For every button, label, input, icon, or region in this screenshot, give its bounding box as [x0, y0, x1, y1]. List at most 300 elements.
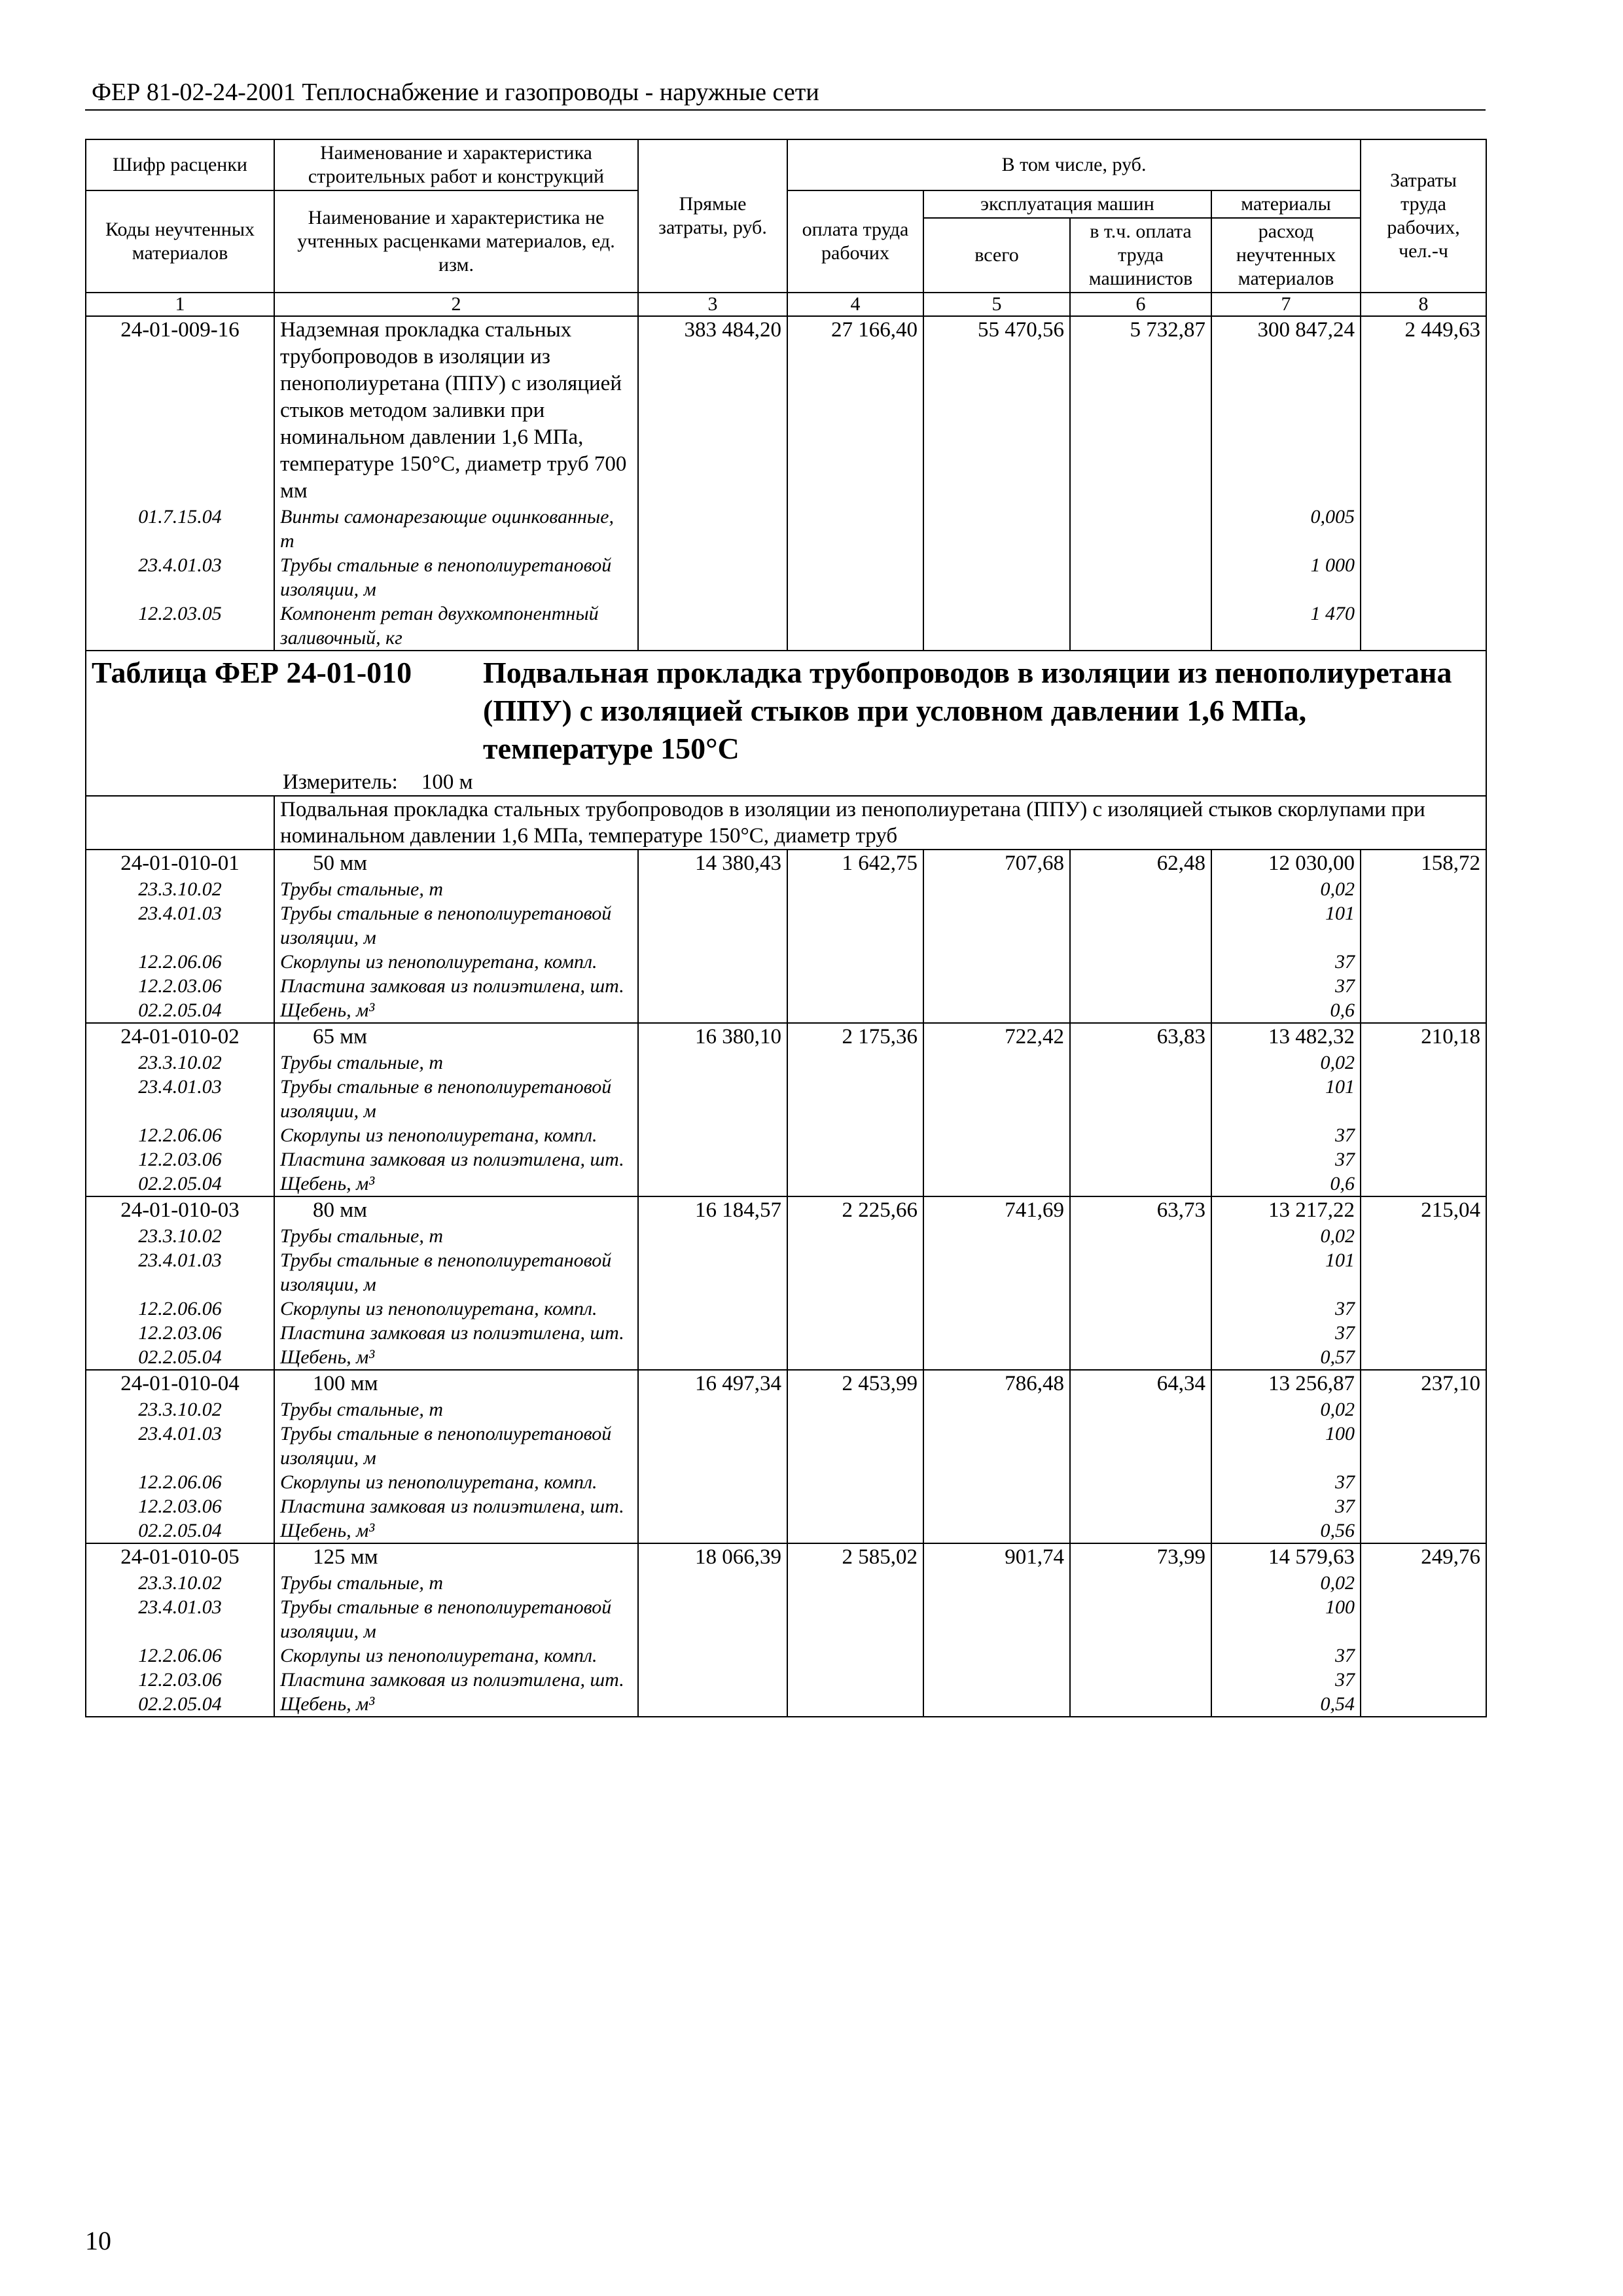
material-quantity: 37: [1211, 1494, 1361, 1518]
section-row: [86, 796, 1486, 850]
empty-cell: [1361, 1692, 1486, 1717]
empty-cell: [923, 1494, 1070, 1518]
empty-cell: [1361, 1075, 1486, 1123]
machines-labor-value: 64,34: [1070, 1370, 1211, 1397]
rate-code: 24-01-010-04: [86, 1370, 274, 1397]
empty-cell: [1070, 1595, 1211, 1643]
material-code: 12.2.03.06: [86, 1147, 274, 1172]
machines-labor-value: 5 732,87: [1070, 316, 1211, 505]
empty-cell: [1070, 1297, 1211, 1321]
empty-cell: [923, 1692, 1070, 1717]
table-row: [86, 316, 1486, 505]
material-code: 23.4.01.03: [86, 1075, 274, 1123]
empty-cell: [638, 877, 787, 901]
table-row: [86, 1543, 1486, 1571]
empty-cell: [1070, 1172, 1211, 1196]
material-code: 12.2.06.06: [86, 1297, 274, 1321]
empty-cell: [923, 1321, 1070, 1345]
material-row: [86, 1692, 1486, 1717]
material-quantity: 101: [1211, 1075, 1361, 1123]
material-code: 12.2.06.06: [86, 950, 274, 974]
material-name: Трубы стальные, т: [274, 877, 638, 901]
header-direct-costs: Прямые затраты, руб.: [638, 139, 787, 293]
material-code: 12.2.03.06: [86, 1494, 274, 1518]
rate-name: 65 мм: [274, 1023, 638, 1050]
empty-cell: [638, 1147, 787, 1172]
section-description: Подвальная прокладка стальных трубопроводов в изоляции из пенополиуретана (ППУ) с изоляцией стыков скорлупами при номинальном давлении 1,6 МПа, температуре 150°С, диаметр труб: [274, 796, 1486, 850]
empty-cell: [638, 1224, 787, 1248]
material-row: [86, 1050, 1486, 1075]
empty-cell: [638, 974, 787, 998]
empty-cell: [1361, 1321, 1486, 1345]
empty-cell: [923, 877, 1070, 901]
empty-cell: [923, 950, 1070, 974]
rates-table: [85, 139, 1487, 1717]
material-quantity: 37: [1211, 1147, 1361, 1172]
material-row: [86, 1643, 1486, 1668]
empty-cell: [638, 998, 787, 1023]
material-code: 23.4.01.03: [86, 553, 274, 601]
material-quantity: 100: [1211, 1422, 1361, 1470]
material-name: Трубы стальные в пенополиуретановой изоляции, м: [274, 1075, 638, 1123]
empty-cell: [787, 1224, 923, 1248]
empty-cell: [787, 950, 923, 974]
empty-cell: [923, 1050, 1070, 1075]
empty-cell: [923, 1643, 1070, 1668]
empty-cell: [787, 1643, 923, 1668]
labor-hours-value: 237,10: [1361, 1370, 1486, 1397]
materials-value: 300 847,24: [1211, 316, 1361, 505]
empty-cell: [1070, 1224, 1211, 1248]
material-quantity: 0,02: [1211, 877, 1361, 901]
material-row: [86, 998, 1486, 1023]
header-divider: [85, 109, 1486, 111]
material-row: [86, 1571, 1486, 1595]
material-row: [86, 1224, 1486, 1248]
machines-total-value: 786,48: [923, 1370, 1070, 1397]
material-quantity: 37: [1211, 1668, 1361, 1692]
empty-cell: [1361, 1668, 1486, 1692]
header-name-top: Наименование и характеристика строительных работ и конструкций: [274, 139, 638, 190]
empty-cell: [787, 1422, 923, 1470]
table-title: [92, 654, 1480, 769]
material-row: [86, 601, 1486, 651]
empty-cell: [923, 974, 1070, 998]
rate-name: 80 мм: [274, 1196, 638, 1224]
material-quantity: 0,56: [1211, 1518, 1361, 1543]
empty-cell: [923, 1422, 1070, 1470]
empty-cell: [1361, 901, 1486, 950]
empty-cell: [923, 1518, 1070, 1543]
empty-cell: [923, 1224, 1070, 1248]
material-code: 23.4.01.03: [86, 901, 274, 950]
rate-name: Надземная прокладка стальных трубопроводов в изоляции из пенополиуретана (ППУ) с изоляцией стыков методом заливки при номинальном давлении 1,6 МПа, температуре 150°С, диаметр труб 700 мм: [274, 316, 638, 505]
empty-cell: [638, 950, 787, 974]
column-numbers-row: [86, 293, 1486, 316]
material-code: 12.2.06.06: [86, 1643, 274, 1668]
material-name: Трубы стальные, т: [274, 1224, 638, 1248]
column-number: 5: [923, 293, 1070, 316]
direct-costs-value: 18 066,39: [638, 1543, 787, 1571]
material-name: Скорлупы из пенополиуретана, компл.: [274, 1123, 638, 1147]
header-including: В том числе, руб.: [787, 139, 1361, 190]
empty-cell: [638, 553, 787, 601]
material-quantity: 101: [1211, 901, 1361, 950]
empty-cell: [787, 553, 923, 601]
material-row: [86, 877, 1486, 901]
material-quantity: 0,6: [1211, 1172, 1361, 1196]
labor-hours-value: 2 449,63: [1361, 316, 1486, 505]
empty-cell: [1070, 1147, 1211, 1172]
rate-code: 24-01-010-03: [86, 1196, 274, 1224]
table-row: [86, 1196, 1486, 1224]
empty-cell: [923, 1470, 1070, 1494]
machines-total-value: 707,68: [923, 850, 1070, 877]
materials-value: 13 482,32: [1211, 1023, 1361, 1050]
empty-cell: [638, 1248, 787, 1297]
empty-cell: [1070, 1123, 1211, 1147]
material-quantity: 0,02: [1211, 1050, 1361, 1075]
material-name: Компонент ретан двухкомпонентный заливочный, кг: [274, 601, 638, 651]
empty-cell: [1361, 1643, 1486, 1668]
table-header: [86, 139, 1486, 293]
material-row: [86, 1172, 1486, 1196]
material-quantity: 1 470: [1211, 601, 1361, 651]
machines-total-value: 901,74: [923, 1543, 1070, 1571]
measure-row: [86, 769, 1486, 796]
material-name: Щебень, м³: [274, 1345, 638, 1370]
material-code: 12.2.06.06: [86, 1470, 274, 1494]
material-code: 23.3.10.02: [86, 1571, 274, 1595]
empty-cell: [638, 1595, 787, 1643]
empty-cell: [787, 877, 923, 901]
material-row: [86, 553, 1486, 601]
material-quantity: 0,02: [1211, 1397, 1361, 1422]
empty-cell: [923, 1297, 1070, 1321]
material-name: Винты самонарезающие оцинкованные, т: [274, 505, 638, 553]
direct-costs-value: 383 484,20: [638, 316, 787, 505]
empty-cell: [1070, 601, 1211, 651]
material-row: [86, 950, 1486, 974]
empty-cell: [638, 1297, 787, 1321]
measure-cell: [86, 769, 1486, 796]
empty-cell: [638, 1494, 787, 1518]
empty-cell: [787, 1050, 923, 1075]
materials-value: 14 579,63: [1211, 1543, 1361, 1571]
material-name: Пластина замковая из полиэтилена, шт.: [274, 1321, 638, 1345]
labor-pay-value: 2 453,99: [787, 1370, 923, 1397]
table-title-cell: [86, 651, 1486, 769]
material-quantity: 37: [1211, 950, 1361, 974]
rate-code: 24-01-010-01: [86, 850, 274, 877]
empty-cell: [787, 601, 923, 651]
empty-cell: [638, 1345, 787, 1370]
measure-label: Измеритель:: [283, 770, 398, 794]
material-name: Скорлупы из пенополиуретана, компл.: [274, 950, 638, 974]
material-quantity: 0,02: [1211, 1571, 1361, 1595]
empty-cell: [787, 901, 923, 950]
material-quantity: 0,57: [1211, 1345, 1361, 1370]
materials-value: 13 217,22: [1211, 1196, 1361, 1224]
empty-cell: [923, 901, 1070, 950]
material-code: 12.2.06.06: [86, 1123, 274, 1147]
column-number: 1: [86, 293, 274, 316]
empty-cell: [638, 1518, 787, 1543]
material-code: 23.3.10.02: [86, 1224, 274, 1248]
material-name: Скорлупы из пенополиуретана, компл.: [274, 1297, 638, 1321]
header-machines-total: всего: [923, 218, 1070, 293]
material-name: Трубы стальные в пенополиуретановой изоляции, м: [274, 901, 638, 950]
empty-cell: [1070, 1248, 1211, 1297]
material-quantity: 37: [1211, 1643, 1361, 1668]
material-code: 12.2.03.06: [86, 1668, 274, 1692]
material-row: [86, 974, 1486, 998]
material-quantity: 101: [1211, 1248, 1361, 1297]
empty-cell: [923, 601, 1070, 651]
column-number: 2: [274, 293, 638, 316]
rate-code: 24-01-010-05: [86, 1543, 274, 1571]
material-name: Трубы стальные в пенополиуретановой изоляции, м: [274, 1248, 638, 1297]
material-name: Щебень, м³: [274, 998, 638, 1023]
labor-pay-value: 2 225,66: [787, 1196, 923, 1224]
empty-cell: [1070, 877, 1211, 901]
empty-cell: [1361, 1224, 1486, 1248]
empty-cell: [1070, 1518, 1211, 1543]
table-name: Подвальная прокладка трубопроводов в изоляции из пенополиуретана (ППУ) с изоляцией стыков при условном давлении 1,6 МПа, температуре 150°С: [483, 656, 1452, 765]
empty-cell: [787, 1147, 923, 1172]
material-code: 23.3.10.02: [86, 1397, 274, 1422]
empty-cell: [923, 1595, 1070, 1643]
rate-name: 125 мм: [274, 1543, 638, 1571]
machines-total-value: 55 470,56: [923, 316, 1070, 505]
material-code: 02.2.05.04: [86, 1345, 274, 1370]
material-name: Трубы стальные, т: [274, 1571, 638, 1595]
empty-cell: [1070, 505, 1211, 553]
empty-cell: [1361, 1422, 1486, 1470]
empty-cell: [1070, 1643, 1211, 1668]
empty-cell: [1361, 1147, 1486, 1172]
empty-cell: [638, 1692, 787, 1717]
empty-cell: [1070, 1571, 1211, 1595]
empty-cell: [1361, 974, 1486, 998]
machines-total-value: 741,69: [923, 1196, 1070, 1224]
empty-cell: [1070, 1345, 1211, 1370]
material-code: 02.2.05.04: [86, 1692, 274, 1717]
empty-cell: [638, 1422, 787, 1470]
document-header-title: ФЕР 81-02-24-2001 Теплоснабжение и газопроводы - наружные сети: [92, 79, 819, 106]
empty-cell: [787, 998, 923, 1023]
empty-cell: [1361, 505, 1486, 553]
direct-costs-value: 16 380,10: [638, 1023, 787, 1050]
labor-pay-value: 27 166,40: [787, 316, 923, 505]
labor-hours-value: 210,18: [1361, 1023, 1486, 1050]
table-row: [86, 1023, 1486, 1050]
empty-cell: [1070, 1321, 1211, 1345]
labor-pay-value: 2 175,36: [787, 1023, 923, 1050]
header-name-bottom: Наименование и характеристика не учтенных расценками материалов, ед. изм.: [274, 190, 638, 293]
table-body: [86, 293, 1486, 1717]
empty-cell: [1361, 1470, 1486, 1494]
rate-code: 24-01-010-02: [86, 1023, 274, 1050]
rate-name: 100 мм: [274, 1370, 638, 1397]
empty-cell: [923, 1147, 1070, 1172]
material-row: [86, 1075, 1486, 1123]
empty-cell: [787, 1595, 923, 1643]
materials-value: 13 256,87: [1211, 1370, 1361, 1397]
empty-cell: [1361, 601, 1486, 651]
empty-cell: [787, 1668, 923, 1692]
material-name: Пластина замковая из полиэтилена, шт.: [274, 974, 638, 998]
empty-cell: [1070, 901, 1211, 950]
material-name: Трубы стальные, т: [274, 1050, 638, 1075]
material-row: [86, 1248, 1486, 1297]
empty-cell: [638, 1050, 787, 1075]
material-row: [86, 1345, 1486, 1370]
empty-cell: [923, 1123, 1070, 1147]
empty-cell: [1070, 1422, 1211, 1470]
empty-cell: [787, 1518, 923, 1543]
header-materials: материалы: [1211, 190, 1361, 218]
page-number: 10: [85, 2226, 111, 2255]
material-code: 01.7.15.04: [86, 505, 274, 553]
machines-total-value: 722,42: [923, 1023, 1070, 1050]
material-name: Щебень, м³: [274, 1692, 638, 1717]
empty-cell: [787, 1172, 923, 1196]
empty-cell: [1361, 1123, 1486, 1147]
direct-costs-value: 16 497,34: [638, 1370, 787, 1397]
empty-cell: [1361, 1248, 1486, 1297]
empty-cell: [638, 1321, 787, 1345]
header-code-bottom: Коды неучтенных материалов: [86, 190, 274, 293]
machines-labor-value: 62,48: [1070, 850, 1211, 877]
empty-cell: [1070, 1397, 1211, 1422]
empty-cell: [1361, 1172, 1486, 1196]
machines-labor-value: 73,99: [1070, 1543, 1211, 1571]
empty-cell: [1070, 1494, 1211, 1518]
material-row: [86, 505, 1486, 553]
material-quantity: 37: [1211, 1123, 1361, 1147]
empty-cell: [787, 1321, 923, 1345]
material-quantity: 100: [1211, 1595, 1361, 1643]
header-materials-sub: расход неучтенных материалов: [1211, 218, 1361, 293]
material-name: Пластина замковая из полиэтилена, шт.: [274, 1668, 638, 1692]
material-code: 23.4.01.03: [86, 1248, 274, 1297]
empty-cell: [638, 1571, 787, 1595]
empty-cell: [1070, 1470, 1211, 1494]
material-row: [86, 1595, 1486, 1643]
material-row: [86, 1494, 1486, 1518]
material-row: [86, 1397, 1486, 1422]
empty-cell: [787, 1571, 923, 1595]
empty-cell: [787, 1692, 923, 1717]
material-name: Скорлупы из пенополиуретана, компл.: [274, 1470, 638, 1494]
material-row: [86, 1297, 1486, 1321]
empty-cell: [923, 1075, 1070, 1123]
labor-hours-value: 249,76: [1361, 1543, 1486, 1571]
empty-cell: [1361, 877, 1486, 901]
empty-cell: [787, 1345, 923, 1370]
empty-cell: [1361, 1345, 1486, 1370]
header-labor-pay: оплата труда рабочих: [787, 190, 923, 293]
empty-cell: [787, 1075, 923, 1123]
direct-costs-value: 16 184,57: [638, 1196, 787, 1224]
material-quantity: 37: [1211, 1321, 1361, 1345]
empty-cell: [1070, 1075, 1211, 1123]
empty-cell: [1361, 553, 1486, 601]
empty-cell: [787, 505, 923, 553]
empty-cell: [638, 601, 787, 651]
column-number: 6: [1070, 293, 1211, 316]
column-number: 7: [1211, 293, 1361, 316]
measure-value: 100 м: [421, 770, 473, 794]
empty-cell: [638, 1123, 787, 1147]
empty-cell: [787, 1397, 923, 1422]
empty-cell: [638, 1172, 787, 1196]
empty-cell: [923, 505, 1070, 553]
header-code-top: Шифр расценки: [86, 139, 274, 190]
table-row: [86, 850, 1486, 877]
empty-cell: [1361, 1571, 1486, 1595]
column-number: 4: [787, 293, 923, 316]
material-code: 23.3.10.02: [86, 877, 274, 901]
material-name: Щебень, м³: [274, 1518, 638, 1543]
material-name: Трубы стальные в пенополиуретановой изоляции, м: [274, 1595, 638, 1643]
empty-cell: [1361, 1050, 1486, 1075]
table-row: [86, 1370, 1486, 1397]
material-row: [86, 1321, 1486, 1345]
material-code: 12.2.03.06: [86, 1321, 274, 1345]
header-machines: эксплуатация машин: [923, 190, 1211, 218]
empty-cell: [1361, 1518, 1486, 1543]
empty-cell: [1070, 974, 1211, 998]
empty-cell: [923, 553, 1070, 601]
material-quantity: 0,54: [1211, 1692, 1361, 1717]
material-code: 23.4.01.03: [86, 1595, 274, 1643]
header-machines-labor: в т.ч. оплата труда машинистов: [1070, 218, 1211, 293]
empty-cell: [787, 974, 923, 998]
material-quantity: 0,6: [1211, 998, 1361, 1023]
empty-cell: [1361, 1297, 1486, 1321]
material-name: Пластина замковая из полиэтилена, шт.: [274, 1494, 638, 1518]
empty-cell: [923, 1345, 1070, 1370]
direct-costs-value: 14 380,43: [638, 850, 787, 877]
column-number: 3: [638, 293, 787, 316]
empty-cell: [787, 1123, 923, 1147]
machines-labor-value: 63,73: [1070, 1196, 1211, 1224]
materials-value: 12 030,00: [1211, 850, 1361, 877]
material-quantity: 0,005: [1211, 505, 1361, 553]
empty-cell: [787, 1297, 923, 1321]
material-code: 12.2.03.05: [86, 601, 274, 651]
material-name: Трубы стальные в пенополиуретановой изоляции, м: [274, 553, 638, 601]
material-name: Скорлупы из пенополиуретана, компл.: [274, 1643, 638, 1668]
empty-cell: [1070, 1050, 1211, 1075]
empty-cell: [638, 1075, 787, 1123]
empty-cell: [1070, 553, 1211, 601]
material-name: Пластина замковая из полиэтилена, шт.: [274, 1147, 638, 1172]
empty-cell: [1070, 1668, 1211, 1692]
header-labor-cost: Затраты труда рабочих, чел.-ч: [1361, 139, 1486, 293]
material-name: Трубы стальные в пенополиуретановой изоляции, м: [274, 1422, 638, 1470]
empty-cell: [787, 1470, 923, 1494]
empty-cell: [923, 1248, 1070, 1297]
empty-cell: [638, 1668, 787, 1692]
empty-cell: [638, 901, 787, 950]
empty-cell: [923, 1172, 1070, 1196]
empty-cell: [1070, 998, 1211, 1023]
material-code: 23.4.01.03: [86, 1422, 274, 1470]
empty-cell: [638, 1643, 787, 1668]
